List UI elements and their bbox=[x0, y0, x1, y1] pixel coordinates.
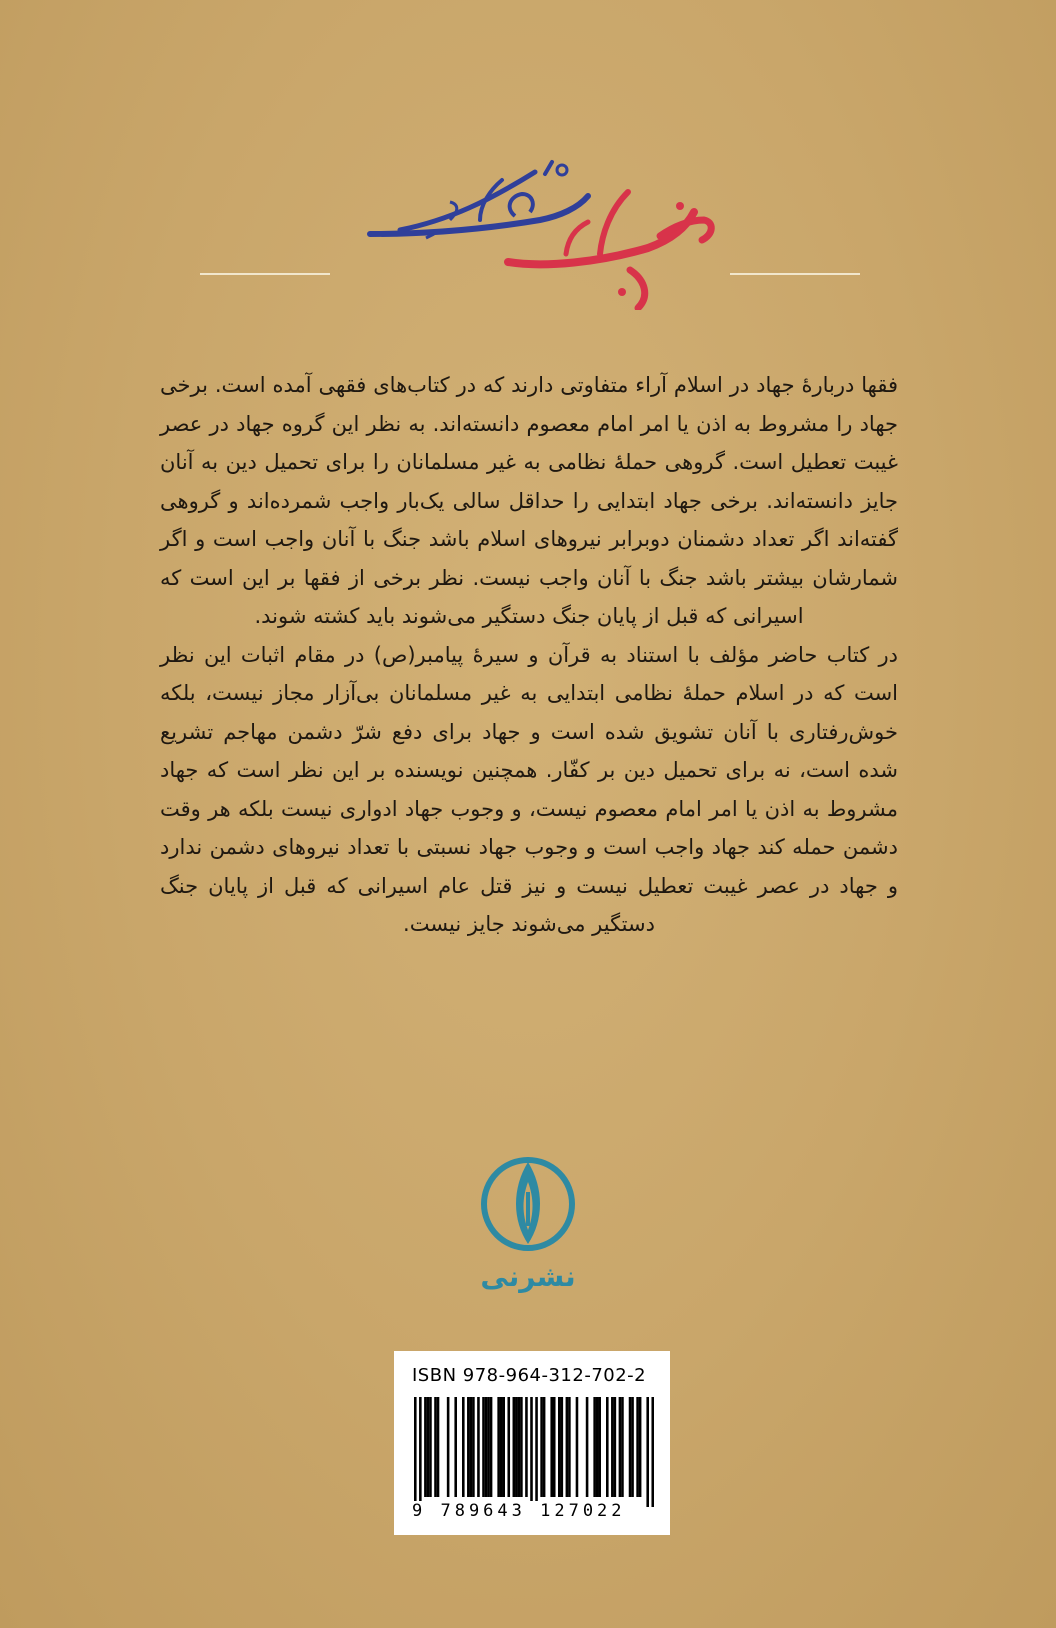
barcode-bar bbox=[424, 1397, 427, 1497]
barcode-bar bbox=[497, 1397, 500, 1497]
isbn-label: ISBN 978-964-312-702-2 bbox=[412, 1365, 647, 1386]
barcode-bar bbox=[586, 1397, 589, 1497]
barcode-bar bbox=[525, 1397, 528, 1497]
barcode-bar bbox=[614, 1397, 617, 1497]
barcode-bar bbox=[485, 1397, 488, 1497]
barcode-bar bbox=[568, 1397, 571, 1497]
barcode-bar bbox=[462, 1397, 465, 1497]
publisher-logo bbox=[478, 1148, 578, 1298]
barcode-bar bbox=[429, 1397, 432, 1497]
barcode-bar bbox=[629, 1397, 632, 1497]
barcode-bar bbox=[419, 1397, 422, 1507]
barcode-bar bbox=[558, 1397, 561, 1497]
barcode-bar bbox=[631, 1397, 634, 1497]
ean-digits-text: 9 789643 127022 bbox=[412, 1501, 626, 1521]
barcode-bar bbox=[576, 1397, 579, 1497]
publisher-name: نشرنی bbox=[480, 1260, 576, 1293]
barcode-bar bbox=[550, 1397, 553, 1497]
barcode-bar bbox=[500, 1397, 503, 1497]
barcode-bar bbox=[490, 1397, 493, 1497]
barcode-bar bbox=[507, 1397, 510, 1497]
barcode-bar bbox=[437, 1397, 440, 1497]
title-rule-left bbox=[200, 273, 330, 275]
barcode-bar bbox=[598, 1397, 601, 1497]
barcode-bar bbox=[646, 1397, 649, 1507]
barcode-bar bbox=[639, 1397, 642, 1497]
barcode-bar bbox=[596, 1397, 599, 1497]
barcode-bar bbox=[535, 1397, 538, 1507]
isbn-barcode bbox=[394, 1351, 670, 1535]
title-rule-right bbox=[730, 273, 860, 275]
barcode-bar bbox=[414, 1397, 417, 1507]
barcode-bar bbox=[472, 1397, 475, 1497]
barcode-bar bbox=[513, 1397, 516, 1497]
barcode-bar bbox=[561, 1397, 564, 1497]
barcode-bar bbox=[502, 1397, 505, 1497]
barcode-bar bbox=[543, 1397, 546, 1497]
barcode-bar bbox=[553, 1397, 556, 1497]
barcode-bars bbox=[414, 1397, 654, 1507]
blurb-paragraph-1: فقها دربارهٔ جهاد در اسلام آراء متفاوتی دارند که در کتاب‌های فقهی آمده است. برخی جهاد را مشروط به اذن یا امر امام معصوم دانسته‌اند. به نظر این گروه جهاد در عصر غیبت تعطیل است. گروهی حملهٔ نظامی به غیر مسلمانان را برای تحمیل دین به آنان جایز دانسته‌اند. برخی جهاد ابتدایی را حداقل سالی یک‌بار واجب شمرده‌اند و گروهی گفته‌اند اگر تعداد دشمنان دوبرابر نیروهای اسلام باشد جنگ با آنان واجب است و اگر شمارشان بیشتر باشد جنگ با آنان واجب نیست. نظر برخی از فقها بر این است که اسیرانی که قبل از پایان جنگ دستگیر می‌شوند باید کشته شوند. bbox=[160, 373, 898, 628]
barcode-bar bbox=[447, 1397, 450, 1497]
barcode-bar bbox=[566, 1397, 569, 1497]
ean-digits bbox=[412, 1501, 662, 1521]
barcode-bar bbox=[487, 1397, 490, 1497]
barcode-bar bbox=[454, 1397, 457, 1497]
barcode-bar bbox=[470, 1397, 473, 1497]
barcode-bar bbox=[611, 1397, 614, 1497]
barcode-bar bbox=[515, 1397, 518, 1497]
barcode-bar bbox=[619, 1397, 622, 1497]
barcode-bar bbox=[651, 1397, 654, 1507]
barcode-bar bbox=[427, 1397, 430, 1497]
barcode-bar bbox=[434, 1397, 437, 1497]
barcode-bar bbox=[520, 1397, 523, 1497]
barcode-bar bbox=[482, 1397, 485, 1497]
blurb-paragraph-2: در کتاب حاضر مؤلف با استناد به قرآن و سیرهٔ پیامبر(ص) در مقام اثبات این نظر است که در اسلام حملهٔ نظامی ابتدایی به غیر مسلمانان بی‌آزار مجاز نیست، بلکه خوش‌رفتاری با آنان تشویق شده است و جهاد برای دفع شرّ دشمن مهاجم تشریع شده است، نه برای تحمیل دین بر کفّار. همچنین نویسنده بر این نظر است که جهاد مشروط به اذن یا امر امام معصوم نیست، و وجوب جهاد ادواری نیست بلکه هر وقت دشمن حمله کند جهاد واجب است و وجوب جهاد نسبتی با تعداد نیروهای دشمن ندارد و جهاد در عصر غیبت تعطیل نیست و نیز قتل عام اسیرانی که قبل از پایان جنگ دستگیر می‌شوند جایز نیست. bbox=[160, 642, 898, 936]
publisher-emblem-icon bbox=[478, 1148, 578, 1258]
title-block bbox=[190, 150, 870, 310]
barcode-bar bbox=[606, 1397, 609, 1497]
barcode-bar bbox=[518, 1397, 521, 1497]
barcode-bar bbox=[593, 1397, 596, 1497]
blurb bbox=[160, 366, 898, 944]
barcode-bar bbox=[467, 1397, 470, 1497]
barcode-bar bbox=[621, 1397, 624, 1497]
barcode-bar bbox=[477, 1397, 480, 1497]
barcode-bar bbox=[530, 1397, 533, 1507]
barcode-bar bbox=[540, 1397, 543, 1497]
barcode-bar bbox=[636, 1397, 639, 1497]
